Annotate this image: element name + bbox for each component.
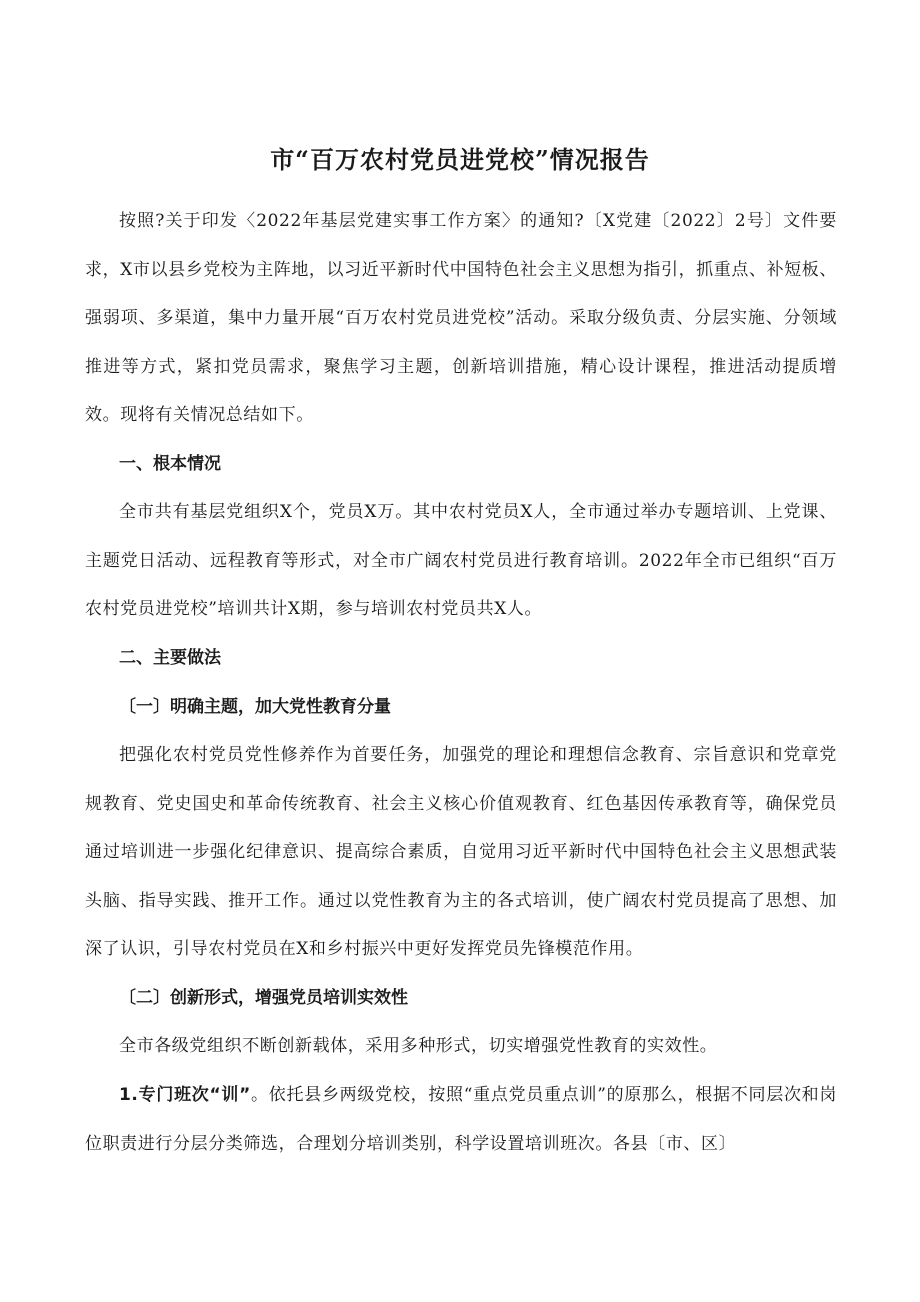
- subsection-1-heading: 〔一〕明确主题，加大党性教育分量: [119, 697, 391, 717]
- section-1-body: 全市共有基层党组织X个，党员X万。其中农村党员X人，全市通过举办专题培训、上党课、主题党日活动、远程教育等形式，对全市广阔农村党员进行教育培训。2022年全市已组织“百万农村党员进党校”培训共计X期，参与培训农村党员共X人。: [85, 502, 837, 619]
- subsection-1-body: 把强化农村党员党性修养作为首要任务，加强党的理论和理想信念教育、宗旨意识和党章党规教育、党史国史和革命传统教育、社会主义核心价值观教育、红色基因传承教育等，确保党员通过培训进一步强化纪律意识、提高综合素质，自觉用习近平新时代中国特色社会主义思想武装头脑、指导实践、推开工作。通过以党性教育为主的各式培训，使广阔农村党员提高了思想、加深了认识，引导农村党员在X和乡村振兴中更好发挥党员先锋模范作用。: [85, 745, 837, 959]
- item-1-body: 。依托县乡两级党校，按照“重点党员重点训”的原那么，根据不同层次和岗位职责进行分层分类筛选，合理划分培训类别，科学设置培训班次。各县〔市、区〕: [85, 1085, 837, 1154]
- section-2-heading: 二、主要做法: [119, 648, 221, 668]
- intro-paragraph: 按照?关于印发〈2022年基层党建实事工作方案〉的通知?〔X党建〔2022〕2号〕文件要求，X市以县乡党校为主阵地，以习近平新时代中国特色社会主义思想为指引，抓重点、补短板、强弱项、多渠道，集中力量开展“百万农村党员进党校”活动。采取分级负责、分层实施、分领域推进等方式，紧扣党员需求，聚焦学习主题，创新培训措施，精心设计课程，推进活动提质增效。现将有关情况总结如下。: [85, 211, 837, 425]
- subsection-2-body: 全市各级党组织不断创新载体，采用多种形式，切实增强党性教育的实效性。: [119, 1036, 718, 1056]
- item-1-lead: 1.专门班次“训”: [119, 1085, 251, 1105]
- item-1-paragraph: [85, 1071, 837, 1168]
- subsection-2-heading: 〔二〕创新形式，增强党员培训实效性: [119, 988, 408, 1008]
- document-title: 市“百万农村党员进党校”情况报告: [270, 145, 650, 174]
- section-1-heading: 一、根本情况: [119, 454, 221, 474]
